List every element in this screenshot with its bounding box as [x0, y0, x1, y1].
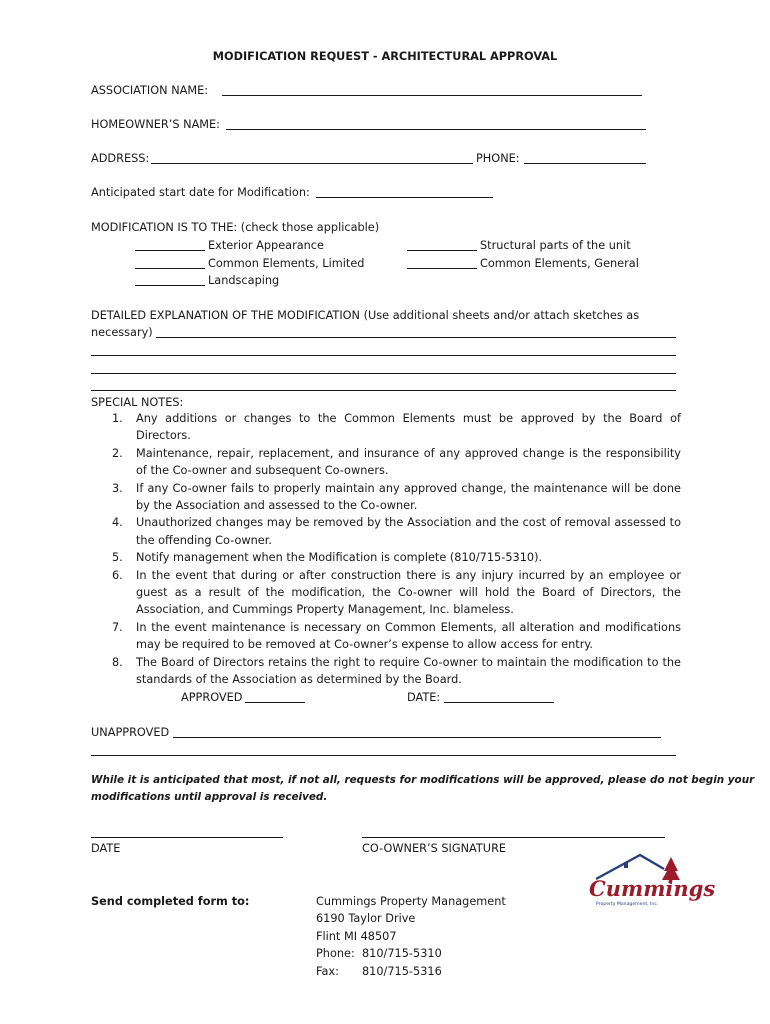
special-note-number: 6. [112, 568, 123, 582]
unapproved-field[interactable] [173, 726, 661, 738]
explanation-line-3[interactable] [91, 373, 676, 374]
special-note-text: In the event that during or after construction there is any injury incurred by an employee or guest as a result of the modification, the Co-owner will hold the Board of Directors, the Association, and Cummings Property Management, Inc. blameless. [136, 568, 681, 617]
special-note-number: 7. [112, 620, 123, 634]
logo-wordmark: Cummings [589, 876, 716, 901]
special-note-number: 5. [112, 551, 123, 565]
special-note-text: If any Co-owner fails to properly maintain any approved change, the maintenance will be done by the Association and assessed to the Co-owner. [136, 481, 681, 513]
approval-date-field[interactable] [444, 691, 554, 703]
checkbox-line-common-limited[interactable] [135, 257, 205, 269]
approved-field[interactable] [245, 691, 305, 703]
homeowner-name-field[interactable] [226, 118, 646, 130]
phone-label: PHONE: [476, 152, 520, 165]
address-field[interactable] [151, 152, 473, 164]
special-note-item [91, 567, 681, 619]
modification-heading: MODIFICATION IS TO THE: (check those applicable) [91, 221, 380, 234]
special-notes-heading: SPECIAL NOTES: [91, 396, 184, 409]
special-note-item [91, 480, 681, 515]
explanation-line-1[interactable] [156, 326, 676, 338]
special-note-item [91, 410, 681, 445]
special-note-text: The Board of Directors retains the right to require Co-owner to maintain the modification to the standards of the Association as determined by the Board. [136, 655, 681, 687]
co-owner-signature-label: CO-OWNER’S SIGNATURE [362, 842, 507, 855]
explanation-line-4[interactable] [91, 390, 676, 391]
approval-date-label: DATE: [407, 691, 441, 704]
checkbox-line-common-general[interactable] [407, 257, 477, 269]
approval-notice-line1: While it is anticipated that most, if not all, requests for modifications will be approved, please do not begin your [91, 774, 755, 786]
checkbox-line-structural[interactable] [407, 239, 477, 251]
phone-field[interactable] [524, 152, 646, 164]
unapproved-line-2[interactable] [91, 755, 676, 756]
company-fax-label: Fax: [316, 965, 339, 978]
special-note-item [91, 619, 681, 654]
company-phone-label: Phone: [316, 947, 355, 960]
option-structural: Structural parts of the unit [480, 239, 631, 252]
company-name: Cummings Property Management [316, 895, 506, 908]
special-note-item [91, 514, 681, 549]
association-name-row [91, 84, 208, 97]
unapproved-label: UNAPPROVED [91, 726, 170, 739]
explanation-necessary: necessary) [91, 326, 153, 339]
checkbox-line-exterior[interactable] [135, 239, 205, 251]
explanation-heading: DETAILED EXPLANATION OF THE MODIFICATION (Use additional sheets and/or attach sketches as [91, 309, 640, 322]
company-city: Flint MI 48507 [316, 930, 397, 943]
company-phone: 810/715-5310 [362, 947, 442, 960]
cummings-logo [586, 853, 716, 909]
address-label: ADDRESS: [91, 152, 150, 165]
company-fax: 810/715-5316 [362, 965, 442, 978]
date-label: DATE [91, 842, 121, 855]
option-exterior-appearance: Exterior Appearance [208, 239, 324, 252]
start-date-field[interactable] [316, 186, 493, 198]
option-common-general: Common Elements, General [480, 257, 639, 270]
special-note-number: 1. [112, 412, 123, 425]
special-note-text: Maintenance, repair, replacement, and insurance of any approved change is the responsibility of the Co-owner and subsequent Co-owners. [136, 446, 681, 478]
approval-notice-line2: modifications until approval is received. [91, 791, 328, 803]
send-to-label: Send completed form to: [91, 895, 250, 908]
approved-label: APPROVED [181, 691, 243, 704]
page-title: MODIFICATION REQUEST - ARCHITECTURAL APPROVAL [212, 50, 558, 63]
special-note-text: In the event maintenance is necessary on Common Elements, all alteration and modifications may be required to be removed at Co-owner’s expense to allow access for entry. [136, 620, 681, 652]
association-name-label: ASSOCIATION NAME: [91, 84, 209, 97]
special-note-number: 3. [112, 481, 123, 495]
special-note-text: Any additions or changes to the Common Elements must be approved by the Board of Directors. [136, 412, 681, 443]
explanation-line-2[interactable] [91, 355, 676, 356]
option-common-limited: Common Elements, Limited [208, 257, 365, 270]
logo-tagline: Property Management, Inc. [596, 902, 659, 907]
option-landscaping: Landscaping [208, 274, 280, 287]
special-note-number: 8. [112, 655, 123, 669]
special-note-item [91, 654, 681, 689]
start-date-label: Anticipated start date for Modification: [91, 186, 310, 199]
special-note-text: Notify management when the Modification is complete (810/715-5310). [136, 551, 543, 565]
company-street: 6190 Taylor Drive [316, 912, 416, 925]
checkbox-line-landscaping[interactable] [135, 274, 205, 286]
association-name-field[interactable] [222, 84, 642, 96]
co-owner-signature-line[interactable] [362, 826, 665, 838]
special-note-item [91, 445, 681, 480]
special-note-text: Unauthorized changes may be removed by the Association and the cost of removal assessed to the offending Co-owner. [136, 516, 681, 547]
special-note-number: 4. [112, 516, 123, 530]
special-note-number: 2. [112, 446, 123, 460]
special-notes-list [91, 410, 681, 689]
special-note-item [91, 549, 681, 566]
date-signature-line[interactable] [91, 826, 283, 838]
homeowner-name-label: HOMEOWNER’S NAME: [91, 118, 220, 131]
